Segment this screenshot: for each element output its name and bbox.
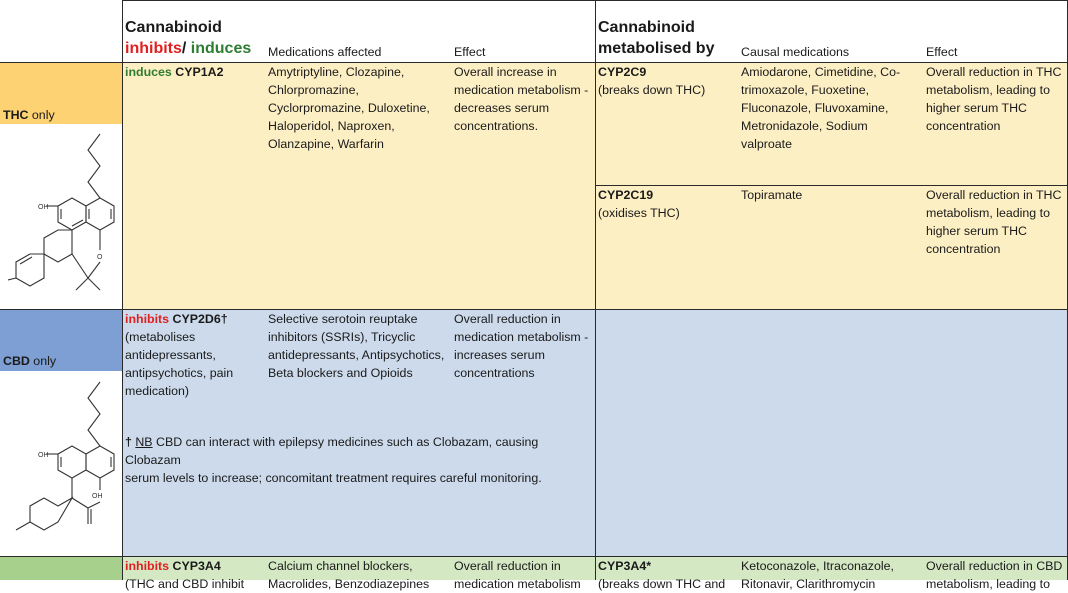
header-induces: induces xyxy=(190,40,252,57)
cbd-enzyme-note-line: medication) xyxy=(125,384,190,398)
cbd-label-cell xyxy=(0,309,122,371)
thc-effect-line: concentrations. xyxy=(454,119,539,133)
thc-metab2-effect-line: metabolism, leading to xyxy=(926,206,1050,220)
thc-effect-line: decreases serum xyxy=(454,101,550,115)
thc-enzyme-name: CYP1A2 xyxy=(175,65,224,79)
thc-effect-line: medication metabolism - xyxy=(454,83,589,97)
both-metab-enzyme-name: CYP3A4* xyxy=(598,559,652,573)
cbd-molecule-diagram xyxy=(8,378,120,550)
thc-metab2-enzyme xyxy=(598,186,680,222)
cbd-footnote-dagger: † xyxy=(125,435,132,449)
cbd-effect-line: medication metabolism - xyxy=(454,330,589,344)
both-metab-causal-line: Ritonavir, Clarithromycin xyxy=(741,577,876,591)
cbd-enzyme xyxy=(125,310,233,400)
cbd-effect-line: Overall reduction in xyxy=(454,312,561,326)
thc-enzyme xyxy=(125,63,224,81)
both-medication-line: Calcium channel blockers, xyxy=(268,559,413,573)
both-effect-line: medication metabolism xyxy=(454,577,581,591)
svg-text:OH: OH xyxy=(38,204,49,211)
cbd-effect-line: increases serum xyxy=(454,348,545,362)
cbd-footnote-line1: CBD can interact with epilepsy medicines such as Clobazam, causing Clobazam xyxy=(125,435,539,467)
cbd-label-rest: only xyxy=(29,354,57,368)
header-slash: / xyxy=(181,40,191,57)
svg-text:O: O xyxy=(97,254,103,261)
both-metab-effect xyxy=(926,557,1062,593)
header-medications-affected: Medications affected xyxy=(268,45,382,59)
cbd-medications xyxy=(268,310,444,382)
both-metab-enzyme xyxy=(598,557,725,593)
row-divider-cbd xyxy=(0,556,1068,557)
row-divider-header xyxy=(0,62,1068,63)
thc-metab1-effect-line: higher serum THC xyxy=(926,101,1027,115)
both-effect-line: Overall reduction in xyxy=(454,559,561,573)
cbd-enzyme-note-line: antipsychotics, pain xyxy=(125,366,234,380)
both-medication-line: Macrolides, Benzodiazepines xyxy=(268,577,430,591)
cbd-enzyme-note-line: antidepressants, xyxy=(125,348,216,362)
cbd-footnote xyxy=(125,433,595,487)
thc-metab2-effect-line: concentration xyxy=(926,242,1001,256)
col-divider-middle xyxy=(595,0,596,580)
thc-label-bold: THC xyxy=(3,108,29,122)
thc-effect xyxy=(454,63,588,135)
thc-medication-line: Amytriptyline, Clozapine, xyxy=(268,65,405,79)
cbd-effect-line: concentrations xyxy=(454,366,535,380)
thc-metab1-enzyme xyxy=(598,63,705,99)
header-cannabinoid-action xyxy=(125,17,251,59)
header-metabolised-by-label: metabolised by xyxy=(598,40,715,57)
thc-medication-line: Haloperidol, Naproxen, xyxy=(268,119,395,133)
both-metab-causal-line: Ketoconazole, Itraconazole, xyxy=(741,559,894,573)
both-enzyme-note: (THC and CBD inhibit xyxy=(125,577,245,591)
thc-metab1-effect xyxy=(926,63,1061,135)
cbd-enzyme-name: CYP2D6† xyxy=(172,312,228,326)
thc-metab1-causal-line: Fluconazole, Fluvoxamine, xyxy=(741,101,889,115)
thc-metab1-effect-line: metabolism, leading to xyxy=(926,83,1050,97)
thc-label-cell xyxy=(0,62,122,124)
thc-medication-line: Cyclorpromazine, Duloxetine, xyxy=(268,101,430,115)
svg-text:OH: OH xyxy=(38,452,49,459)
thc-metab1-causal-line: trimoxazole, Fuoxetine, xyxy=(741,83,870,97)
thc-metab1-causal-line: Metronidazole, Sodium xyxy=(741,119,868,133)
thc-metab1-causal xyxy=(741,63,900,153)
header-effect-2: Effect xyxy=(926,45,958,59)
header-cannabinoid-title: Cannabinoid xyxy=(125,19,222,36)
header-metabolised-by xyxy=(598,17,714,59)
thc-metab1-note: (breaks down THC) xyxy=(598,83,706,97)
both-enzyme-action: inhibits xyxy=(125,559,170,573)
thc-metab2-effect-line: Overall reduction in THC xyxy=(926,188,1062,202)
cbd-enzyme-note-line: (metabolises xyxy=(125,330,196,344)
thc-metab1-enzyme-name: CYP2C9 xyxy=(598,65,647,79)
both-metab-effect-line: Overall reduction in CBD xyxy=(926,559,1063,573)
thc-metab1-effect-line: concentration xyxy=(926,119,1001,133)
thc-effect-line: Overall increase in xyxy=(454,65,557,79)
row-divider-thc-sub xyxy=(595,185,1068,186)
thc-metab1-effect-line: Overall reduction in THC xyxy=(926,65,1062,79)
header-cannabinoid-title-2: Cannabinoid xyxy=(598,19,695,36)
header-effect-1: Effect xyxy=(454,45,486,59)
both-effect xyxy=(454,557,581,593)
thc-metab2-note: (oxidises THC) xyxy=(598,206,680,220)
thc-metab2-enzyme-name: CYP2C19 xyxy=(598,188,654,202)
thc-metab2-effect-line: higher serum THC xyxy=(926,224,1027,238)
thc-metab1-causal-line: valproate xyxy=(741,137,792,151)
col-divider-label xyxy=(122,0,123,580)
header-causal-medications: Causal medications xyxy=(741,45,850,59)
both-metab-effect-line: metabolism, leading to xyxy=(926,577,1050,591)
cbd-footnote-line2: serum levels to increase; concomitant treatment requires careful monitoring. xyxy=(125,471,542,485)
cbd-medication-line: antidepressants, Antipsychotics, xyxy=(268,348,445,362)
thc-medication-line: Olanzapine, Warfarin xyxy=(268,137,384,151)
cbd-medication-line: inhibitors (SSRIs), Tricyclic xyxy=(268,330,416,344)
cbd-medication-line: Selective serotoin reuptake xyxy=(268,312,418,326)
cbd-footnote-nb: NB xyxy=(135,435,153,449)
cbd-medication-line: Beta blockers and Opioids xyxy=(268,366,413,380)
thc-molecule-diagram xyxy=(8,130,120,302)
thc-medication-line: Chlorpromazine, xyxy=(268,83,359,97)
both-metab-note: (breaks down THC and xyxy=(598,577,726,591)
cbd-effect xyxy=(454,310,588,382)
row-divider-thc xyxy=(0,309,1068,310)
thc-enzyme-action: induces xyxy=(125,65,172,79)
both-metab-causal xyxy=(741,557,894,593)
both-enzyme xyxy=(125,557,244,593)
both-enzyme-name: CYP3A4 xyxy=(172,559,221,573)
cbd-enzyme-action: inhibits xyxy=(125,312,170,326)
thc-metab1-causal-line: Amiodarone, Cimetidine, Co- xyxy=(741,65,901,79)
thc-metab2-causal: Topiramate xyxy=(741,188,803,202)
cbd-label-bold: CBD xyxy=(3,354,30,368)
thc-medications xyxy=(268,63,430,153)
svg-text:OH: OH xyxy=(92,493,103,500)
thc-label-rest: only xyxy=(28,108,55,122)
both-label-cell xyxy=(0,556,122,580)
thc-metab2-effect xyxy=(926,186,1061,258)
both-medications xyxy=(268,557,429,593)
header-inhibits: inhibits xyxy=(125,40,182,57)
